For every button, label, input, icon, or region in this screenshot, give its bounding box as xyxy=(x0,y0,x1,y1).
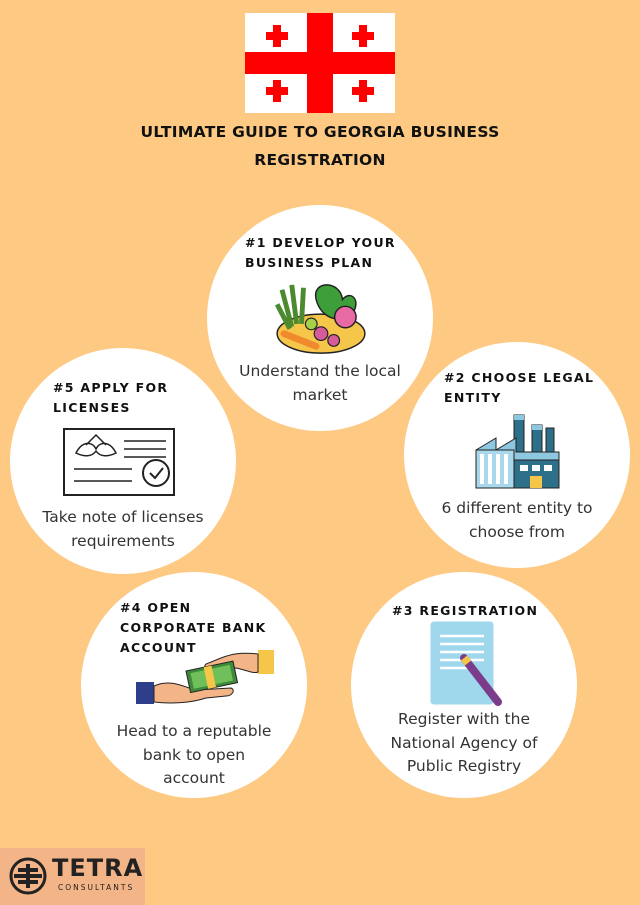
tetra-logo-icon xyxy=(8,856,48,896)
document-pen-icon xyxy=(426,620,506,710)
tetra-logo xyxy=(0,848,145,905)
license-certificate-icon xyxy=(62,427,176,497)
logo-subtitle: CONSULTANTS xyxy=(58,883,135,892)
step-5-heading: #5 APPLY FOR LICENSES xyxy=(53,380,169,415)
step-4-heading: #4 OPEN CORPORATE BANK ACCOUNT xyxy=(120,600,267,655)
step-3-heading: #3 REGISTRATION xyxy=(392,603,539,618)
georgia-flag-icon xyxy=(245,13,395,113)
hands-money-icon xyxy=(136,648,276,708)
logo-name: TETRA xyxy=(52,854,144,882)
step-3-text: Register with the National Agency of Public Registry xyxy=(390,710,538,775)
step-5-text: Take note of licenses requirements xyxy=(42,508,204,550)
factory-icon xyxy=(474,410,564,490)
step-2-text: 6 different entity to choose from xyxy=(441,499,593,541)
vegetables-icon xyxy=(272,280,370,358)
step-1-text: Understand the local market xyxy=(239,362,401,404)
page-title: ULTIMATE GUIDE TO GEORGIA BUSINESS REGISTRATION xyxy=(140,123,500,169)
step-2-heading: #2 CHOOSE LEGAL ENTITY xyxy=(444,370,595,405)
step-4-text: Head to a reputable bank to open account xyxy=(116,722,272,787)
step-1-heading: #1 DEVELOP YOUR BUSINESS PLAN xyxy=(245,235,396,270)
